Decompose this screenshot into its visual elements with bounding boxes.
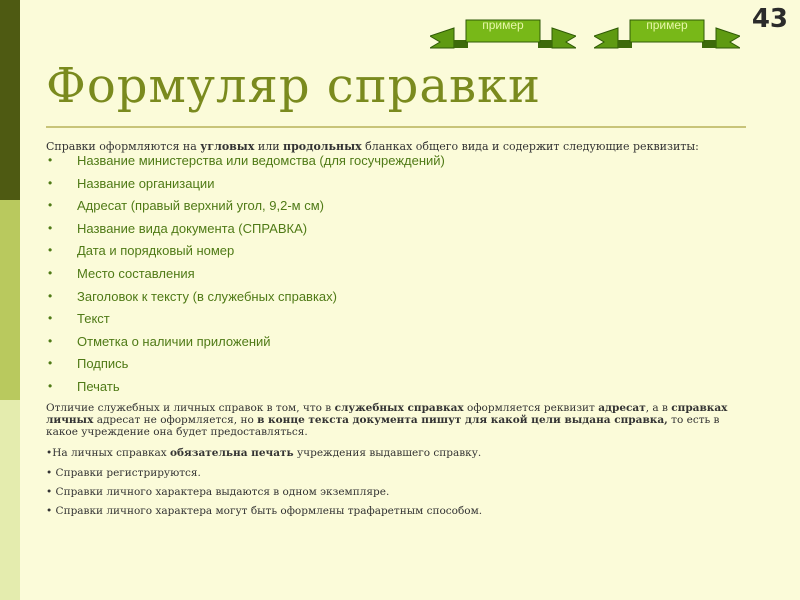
list-item: • Отметка о наличии приложений [48, 333, 271, 349]
list-item: • Название организации [48, 175, 215, 191]
example-link-2[interactable] [594, 16, 740, 52]
bullet-icon: • [48, 333, 53, 348]
list-item: • Адресат (правый верхний угол, 9,2-м см) [48, 198, 324, 214]
sidebar-strip-light [0, 400, 20, 600]
intro-text: Справки оформляются на угловых или продольных бланках общего вида и содержит следующие реквизиты: [46, 140, 699, 153]
title-divider [46, 126, 746, 128]
note-seal: •На личных справках обязательна печать учреждения выдавшего справку. [46, 447, 482, 459]
list-item: • Название вида документа (СПРАВКА) [48, 220, 308, 236]
difference-paragraph: Отличие служебных и личных справок в том, что в служебных справках оформляется реквизит адресат, а в справках личных адресат не оформляется, но в конце текста документа пишут для какой цели выдана справка, то есть в какое учреждение она будет предоставляться. [46, 402, 728, 438]
note-registered: • Справки регистрируются. [46, 467, 201, 479]
bullet-icon: • [48, 265, 53, 280]
bullet-icon: • [48, 378, 53, 393]
bullet-icon: • [48, 220, 53, 235]
list-item: • Заголовок к тексту (в служебных справках) [48, 288, 337, 304]
example-link-2-label[interactable]: пример [646, 18, 688, 32]
list-item: • Подпись [48, 356, 129, 372]
list-item: • Место составления [48, 265, 195, 281]
bullet-icon: • [48, 311, 53, 326]
list-item: • Дата и порядковый номер [48, 243, 235, 259]
list-item: • Печать [48, 378, 120, 394]
sidebar-strip-dark [0, 0, 20, 200]
slide-number: 43 [751, 4, 788, 34]
bullet-icon: • [48, 153, 53, 167]
sidebar-strip-mid [0, 200, 20, 400]
example-link-1-label[interactable]: пример [482, 18, 524, 32]
bullet-icon: • [48, 356, 53, 371]
bullet-icon: • [48, 198, 53, 213]
note-stencil: • Справки личного характера могут быть оформлены трафаретным способом. [46, 505, 483, 517]
example-link-1[interactable] [430, 16, 576, 52]
note-single-copy: • Справки личного характера выдаются в одном экземпляре. [46, 486, 390, 498]
bullet-icon: • [48, 288, 53, 303]
requisites-list [46, 153, 445, 402]
bullet-icon: • [48, 243, 53, 258]
list-item: • Текст [48, 311, 110, 327]
bullet-icon: • [48, 175, 53, 190]
list-item: • Название министерства или ведомства (для госучреждений) [48, 153, 445, 168]
page-title: Формуляр справки [46, 58, 542, 114]
